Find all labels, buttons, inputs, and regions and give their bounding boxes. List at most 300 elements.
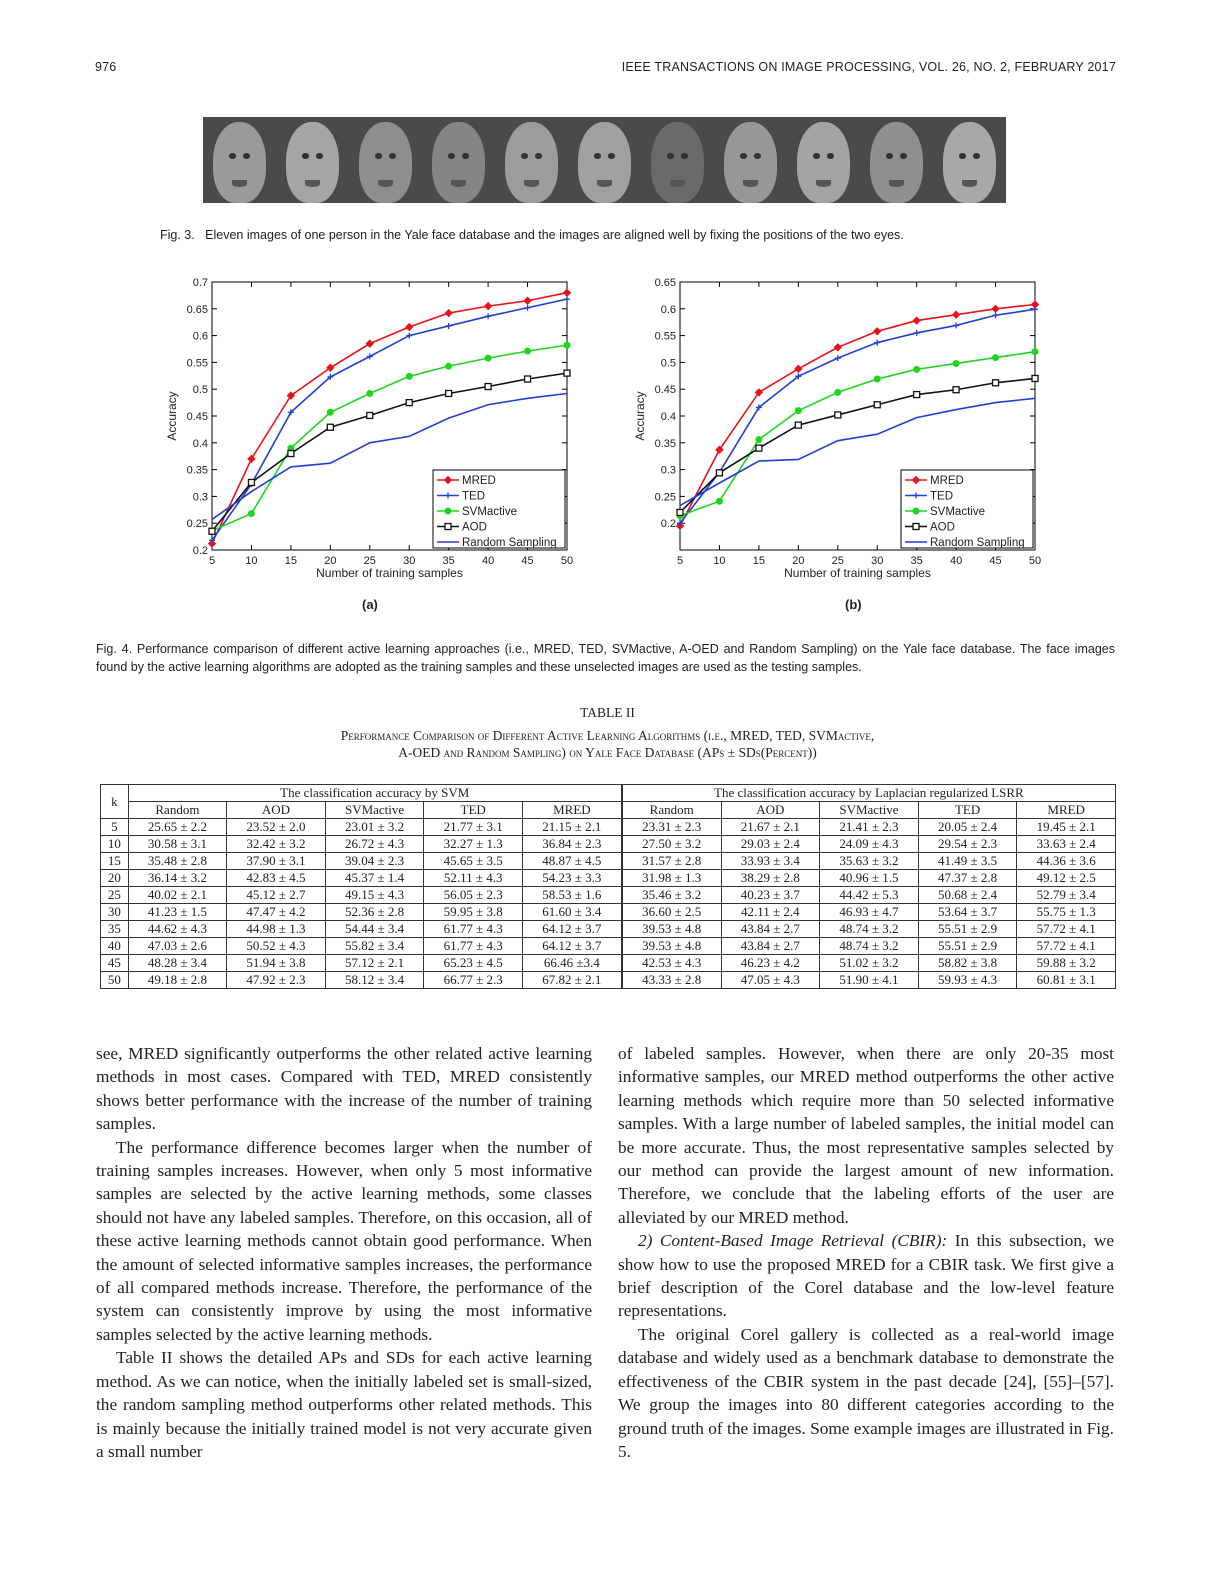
legend-label-ted: TED [462,490,485,503]
table-cell: 66.77 ± 2.3 [424,972,523,989]
x-tick-label: 10 [713,555,726,567]
table-cell: 52.11 ± 4.3 [424,870,523,887]
face-mouth [816,180,832,186]
table-cell: 51.94 ± 3.8 [227,955,326,972]
data-point-aod [288,451,294,457]
table-row [101,955,1116,972]
x-tick-label: 5 [208,555,216,567]
table-row [101,819,1116,836]
data-point-aod [677,509,683,515]
data-point-aod [564,370,570,376]
subfigure-label-b: (b) [845,597,862,612]
table-cell: 58.12 ± 3.4 [325,972,424,989]
running-header: IEEE TRANSACTIONS ON IMAGE PROCESSING, VOL. 26, NO. 2, FEBRUARY 2017 [621,60,1116,74]
data-point-aod [248,479,254,485]
face-mouth [962,180,978,186]
data-point-svmactive [564,342,570,348]
face-mouth [670,180,686,186]
table-cell: 48.74 ± 3.2 [820,938,919,955]
cbir-subsection-heading: 2) Content-Based Image Retrieval (CBIR): [638,1231,948,1251]
table-cell: 50.52 ± 4.3 [227,938,326,955]
table-cell: 44.62 ± 4.3 [128,921,227,938]
table-row [101,972,1116,989]
face-image [714,117,787,203]
table-cell: 61.60 ± 3.4 [522,904,621,921]
table-cell: 32.27 ± 1.3 [424,836,523,853]
left-paragraph-3: Table II shows the detailed APs and SDs for each active learning method. As we can notice, when the initially labeled set is small-sized, the random sampling method outperforms other related methods. This is mainly because the initially trained model is not very accurate given a small number [96,1348,592,1461]
data-point-aod [525,376,531,382]
table-cell: 52.36 ± 2.8 [325,904,424,921]
face-image [860,117,933,203]
table-k-cell: 20 [101,870,129,887]
table-cell: 65.23 ± 4.5 [424,955,523,972]
table-cell: 41.23 ± 1.5 [128,904,227,921]
table-k-cell: 40 [101,938,129,955]
table-column-header: MRED [1017,802,1116,819]
table-k-cell: 50 [101,972,129,989]
face-head [797,122,850,203]
x-tick-label: 10 [245,555,258,567]
y-tick-label: 0.65 [186,303,208,316]
face-eye [302,153,309,159]
table-row [101,904,1116,921]
table-cell: 51.90 ± 4.1 [820,972,919,989]
table-cell: 31.98 ± 1.3 [622,870,721,887]
table-group-svm: The classification accuracy by SVM [128,785,622,802]
legend-label-aod: AOD [462,521,487,534]
face-mouth [524,180,540,186]
table-cell: 39.53 ± 4.8 [622,938,721,955]
table-cell: 57.12 ± 2.1 [325,955,424,972]
x-tick-label: 45 [521,555,534,567]
left-paragraph-2: The performance difference becomes larger when the number of training samples increases. However, when only 5 most informative samples are selected by the active learning methods, some classes should not have any labeled samples. Therefore, on this occasion, all of these active learning methods cannot obtain good performance. When the amount of selected informative samples increases, the performance of all compared methods increase. Therefore, the performance of the system can consistently improve by using the most informative samples selected by the active learning methods. [96,1137,592,1344]
data-point-aod [914,392,920,398]
table-k-cell: 15 [101,853,129,870]
table-cell: 41.49 ± 3.5 [918,853,1017,870]
table-cell: 45.12 ± 2.7 [227,887,326,904]
legend-marker-aod [913,524,919,530]
data-point-svmactive [525,348,531,354]
x-tick-label: 50 [560,555,574,567]
y-tick-label: 0.5 [660,357,676,370]
table-cell: 53.64 ± 3.7 [918,904,1017,921]
y-tick-label: 0.55 [654,330,676,343]
face-eye [229,153,236,159]
data-point-aod [795,422,801,428]
face-eye [448,153,455,159]
data-point-svmactive [716,498,722,504]
table-column-header: AOD [227,802,326,819]
legend-marker-svmactive [913,508,919,514]
data-point-svmactive [485,355,491,361]
table-cell: 42.83 ± 4.5 [227,870,326,887]
face-eye [389,153,396,159]
face-eye [243,153,250,159]
table-k-cell: 30 [101,904,129,921]
table-cell: 19.45 ± 2.1 [1017,819,1116,836]
data-point-aod [1032,375,1038,381]
face-head [359,122,412,203]
legend-label-ted: TED [930,490,953,503]
table-cell: 32.42 ± 3.2 [227,836,326,853]
face-eye [827,153,834,159]
legend-label-aod: AOD [930,521,955,534]
y-tick-label: 0.5 [192,384,208,397]
table-cell: 33.63 ± 2.4 [1017,836,1116,853]
data-point-svmactive [406,373,412,379]
table-column-headers [101,802,1116,819]
body-left-column [96,1042,592,1463]
table-cell: 26.72 ± 4.3 [325,836,424,853]
y-tick-label: 0.45 [654,384,676,397]
table-cell: 23.52 ± 2.0 [227,819,326,836]
data-point-aod [209,528,215,534]
table-k-cell: 10 [101,836,129,853]
face-mouth [743,180,759,186]
table-cell: 24.09 ± 4.3 [820,836,919,853]
table-cell: 40.02 ± 2.1 [128,887,227,904]
table-cell: 36.14 ± 3.2 [128,870,227,887]
face-mouth [597,180,613,186]
table-cell: 67.82 ± 2.1 [522,972,621,989]
table-cell: 44.98 ± 1.3 [227,921,326,938]
table-row [101,938,1116,955]
table-cell: 61.77 ± 4.3 [424,921,523,938]
chart-a-svg [160,270,580,590]
face-head [943,122,996,203]
chart-b-svg [628,270,1048,590]
x-tick-label: 5 [676,555,684,567]
table-cell: 50.68 ± 2.4 [918,887,1017,904]
face-head [213,122,266,203]
face-eye [462,153,469,159]
table-cell: 57.72 ± 4.1 [1017,921,1116,938]
face-mouth [378,180,394,186]
face-eye [900,153,907,159]
fig3-caption: Fig. 3. Eleven images of one person in the Yale face database and the images are aligned well by fixing the positions of the two eyes. [160,228,904,242]
x-tick-label: 35 [910,555,923,567]
table-cell: 29.03 ± 2.4 [721,836,820,853]
table-cell: 56.05 ± 2.3 [424,887,523,904]
data-point-aod [756,445,762,451]
table-row [101,887,1116,904]
data-point-svmactive [874,376,880,382]
data-point-aod [993,380,999,386]
face-head [505,122,558,203]
table-title-line1: Performance Comparison of Different Active Learning Algorithms (i.e., MRED, TED, SVMactive, [340,728,875,743]
table-cell: 64.12 ± 3.7 [522,938,621,955]
table-k-header: k [101,785,129,819]
table-cell: 59.88 ± 3.2 [1017,955,1116,972]
legend-marker-svmactive [445,508,451,514]
table-cell: 58.53 ± 1.6 [522,887,621,904]
table-cell: 31.57 ± 2.8 [622,853,721,870]
y-tick-label: 0.2 [192,545,208,557]
table-cell: 40.23 ± 3.7 [721,887,820,904]
x-tick-label: 50 [1028,555,1042,567]
y-axis-label: Accuracy [633,391,647,441]
face-eye [667,153,674,159]
y-tick-label: 0.7 [192,277,208,289]
table-cell: 55.51 ± 2.9 [918,921,1017,938]
data-point-aod [874,402,880,408]
results-table [100,784,1116,989]
x-tick-label: 40 [481,555,495,567]
face-eye [535,153,542,159]
table-cell: 39.53 ± 4.8 [622,921,721,938]
x-tick-label: 30 [871,555,884,567]
table-cell: 47.37 ± 2.8 [918,870,1017,887]
table-cell: 29.54 ± 2.3 [918,836,1017,853]
table-row [101,853,1116,870]
y-tick-label: 0.3 [660,464,676,477]
y-tick-label: 0.35 [186,464,208,477]
face-head [286,122,339,203]
face-image [349,117,422,203]
table-cell: 49.18 ± 2.8 [128,972,227,989]
y-tick-label: 0.55 [186,357,208,370]
x-axis-label: Number of training samples [316,566,463,580]
table-cell: 54.23 ± 3.3 [522,870,621,887]
left-paragraph-1: see, MRED significantly outperforms the other related active learning methods in most cases. Compared with TED, MRED consistently shows better performance with the increase of the number of training samples. [96,1044,592,1134]
table-cell: 25.65 ± 2.2 [128,819,227,836]
y-tick-label: 0.25 [654,491,676,504]
data-point-svmactive [795,408,801,414]
x-tick-label: 30 [403,555,416,567]
table-cell: 57.72 ± 4.1 [1017,938,1116,955]
table-column-header: MRED [522,802,621,819]
y-tick-label: 0.2 [660,518,676,531]
table-cell: 55.82 ± 3.4 [325,938,424,955]
table-cell: 23.01 ± 3.2 [325,819,424,836]
table-cell: 21.15 ± 2.1 [522,819,621,836]
table-cell: 49.12 ± 2.5 [1017,870,1116,887]
table-cell: 38.29 ± 2.8 [721,870,820,887]
table-cell: 51.02 ± 3.2 [820,955,919,972]
table-row [101,870,1116,887]
data-point-svmactive [993,355,999,361]
data-point-aod [446,390,452,396]
legend-label-mred: MRED [462,475,496,487]
data-point-aod [485,384,491,390]
table-title-line2: A-OED and Random Sampling) on Yale Face Database (APs ± SDs(Percent)) [398,745,817,760]
table-cell: 55.51 ± 2.9 [918,938,1017,955]
face-image [203,117,276,203]
table-cell: 59.93 ± 4.3 [918,972,1017,989]
table-cell: 48.74 ± 3.2 [820,921,919,938]
table-cell: 47.05 ± 4.3 [721,972,820,989]
table-row [101,836,1116,853]
table-cell: 64.12 ± 3.7 [522,921,621,938]
table-cell: 45.37 ± 1.4 [325,870,424,887]
data-point-aod [367,412,373,418]
table-cell: 23.31 ± 2.3 [622,819,721,836]
table-cell: 47.03 ± 2.6 [128,938,227,955]
table-cell: 52.79 ± 3.4 [1017,887,1116,904]
face-eye [375,153,382,159]
y-tick-label: 0.6 [192,330,208,343]
table-cell: 42.11 ± 2.4 [721,904,820,921]
table-cell: 21.41 ± 2.3 [820,819,919,836]
x-tick-label: 25 [831,555,844,567]
x-tick-label: 20 [792,555,805,567]
table-k-cell: 35 [101,921,129,938]
legend-label-svmactive: SVMactive [462,506,517,518]
x-tick-label: 15 [284,555,298,567]
x-tick-label: 20 [324,555,337,567]
face-mouth [305,180,321,186]
table-cell: 48.87 ± 4.5 [522,853,621,870]
y-tick-label: 0.35 [654,437,676,450]
table-cell: 46.93 ± 4.7 [820,904,919,921]
table-column-header: Random [128,802,227,819]
table-cell: 59.95 ± 3.8 [424,904,523,921]
table-cell: 21.67 ± 2.1 [721,819,820,836]
data-point-svmactive [953,360,959,366]
x-tick-label: 25 [363,555,376,567]
table-cell: 43.84 ± 2.7 [721,938,820,955]
face-mouth [232,180,248,186]
face-eye [754,153,761,159]
y-tick-label: 0.65 [654,277,676,289]
table-row [101,921,1116,938]
legend-label-mred: MRED [930,475,964,487]
table-cell: 33.93 ± 3.4 [721,853,820,870]
table-cell: 66.46 ±3.4 [522,955,621,972]
table-cell: 44.42 ± 5.3 [820,887,919,904]
table-cell: 44.36 ± 3.6 [1017,853,1116,870]
y-tick-label: 0.3 [192,491,208,504]
page-number: 976 [95,60,117,74]
face-image [933,117,1006,203]
face-eye [959,153,966,159]
face-head [724,122,777,203]
legend-label-random-sampling: Random Sampling [930,537,1025,549]
data-point-aod [716,470,722,476]
table-column-header: AOD [721,802,820,819]
y-axis-label: Accuracy [165,391,179,441]
face-eye [886,153,893,159]
table-cell: 21.77 ± 3.1 [424,819,523,836]
x-tick-label: 35 [442,555,455,567]
face-mouth [451,180,467,186]
x-tick-label: 40 [949,555,963,567]
table-cell: 48.28 ± 3.4 [128,955,227,972]
table-cell: 40.96 ± 1.5 [820,870,919,887]
y-tick-label: 0.4 [192,437,208,450]
table-cell: 47.92 ± 2.3 [227,972,326,989]
data-point-svmactive [756,437,762,443]
data-point-svmactive [446,363,452,369]
face-eye [740,153,747,159]
cbir-subsection-text: In this subsection, we show how to use the proposed MRED for a CBIR task. We first give a brief description of the Corel database and the low-level feature representations. [618,1231,1114,1321]
table-cell: 43.33 ± 2.8 [622,972,721,989]
data-point-aod [835,412,841,418]
face-mouth [889,180,905,186]
table-cell: 54.44 ± 3.4 [325,921,424,938]
chart-a [160,270,580,595]
x-tick-label: 45 [989,555,1002,567]
face-eye [813,153,820,159]
table-cell: 49.15 ± 4.3 [325,887,424,904]
face-eye [316,153,323,159]
right-paragraph-2 [618,1229,1114,1323]
legend-label-random-sampling: Random Sampling [462,537,557,549]
face-image [641,117,714,203]
table-column-header: TED [424,802,523,819]
face-head [432,122,485,203]
face-head [578,122,631,203]
table-cell: 30.58 ± 3.1 [128,836,227,853]
y-tick-label: 0.45 [186,411,208,423]
x-tick-label: 15 [752,555,766,567]
face-image [787,117,860,203]
face-eye [973,153,980,159]
table-cell: 55.75 ± 1.3 [1017,904,1116,921]
face-eye [608,153,615,159]
table-cell: 35.63 ± 3.2 [820,853,919,870]
face-image [422,117,495,203]
y-tick-label: 0.4 [660,411,676,423]
table-cell: 20.05 ± 2.4 [918,819,1017,836]
table-column-header: Random [622,802,721,819]
face-eye [681,153,688,159]
table-cell: 37.90 ± 3.1 [227,853,326,870]
chart-b [628,270,1048,595]
legend-marker-aod [445,524,451,530]
data-point-aod [327,424,333,430]
face-image [495,117,568,203]
face-eye [594,153,601,159]
table-column-header: SVMactive [820,802,919,819]
data-point-svmactive [367,390,373,396]
data-point-svmactive [327,409,333,415]
table-cell: 39.04 ± 2.3 [325,853,424,870]
legend-label-svmactive: SVMactive [930,506,985,518]
table-label: TABLE II [580,705,635,720]
table-cell: 60.81 ± 3.1 [1017,972,1116,989]
fig4-caption: Fig. 4. Performance comparison of different active learning approaches (i.e., MRED, TED, SVMactive, A-OED and Random Sampling) on the Yale face database. The face images found by the active learning algorithms are adopted as the training samples and these unselected images are used as the testing samples. [96,642,1115,674]
table-cell: 45.65 ± 3.5 [424,853,523,870]
table-cell: 36.84 ± 2.3 [522,836,621,853]
face-head [870,122,923,203]
face-image [568,117,641,203]
table-cell: 47.47 ± 4.2 [227,904,326,921]
right-paragraph-3: The original Corel gallery is collected as a real-world image database and widely used as a benchmark database to demonstrate the effectiveness of the CBIR system in the past decade [24], [55]–[57]. We group the images into 80 different categories according to the ground truth of the images. Some example images are illustrated in Fig. 5. [618,1324,1114,1461]
table-cell: 35.48 ± 2.8 [128,853,227,870]
table-k-cell: 45 [101,955,129,972]
table-cell: 46.23 ± 4.2 [721,955,820,972]
face-head [651,122,704,203]
table-cell: 61.77 ± 4.3 [424,938,523,955]
data-point-aod [953,387,959,393]
y-tick-label: 0.6 [660,303,676,316]
face-eye [521,153,528,159]
table-column-header: SVMactive [325,802,424,819]
table-cell: 27.50 ± 3.2 [622,836,721,853]
y-tick-label: 0.25 [186,518,208,531]
table-cell: 42.53 ± 4.3 [622,955,721,972]
right-paragraph-1: of labeled samples. However, when there are only 20-35 most informative samples, our MRED method outperforms the other active learning methods which require more than 50 selected informative samples. With a large number of labeled samples, the initial model can be more accurate. Thus, the most representative samples selected by our method can provide the largest amount of new information. Therefore, we conclude that the labeling efforts of the user are alleviated by our MRED method. [618,1044,1114,1227]
data-point-svmactive [248,511,254,517]
table-k-cell: 5 [101,819,129,836]
table-cell: 58.82 ± 3.8 [918,955,1017,972]
data-point-aod [406,400,412,406]
body-right-column [618,1042,1114,1463]
table-k-cell: 25 [101,887,129,904]
table-cell: 36.60 ± 2.5 [622,904,721,921]
table-body [101,819,1116,989]
